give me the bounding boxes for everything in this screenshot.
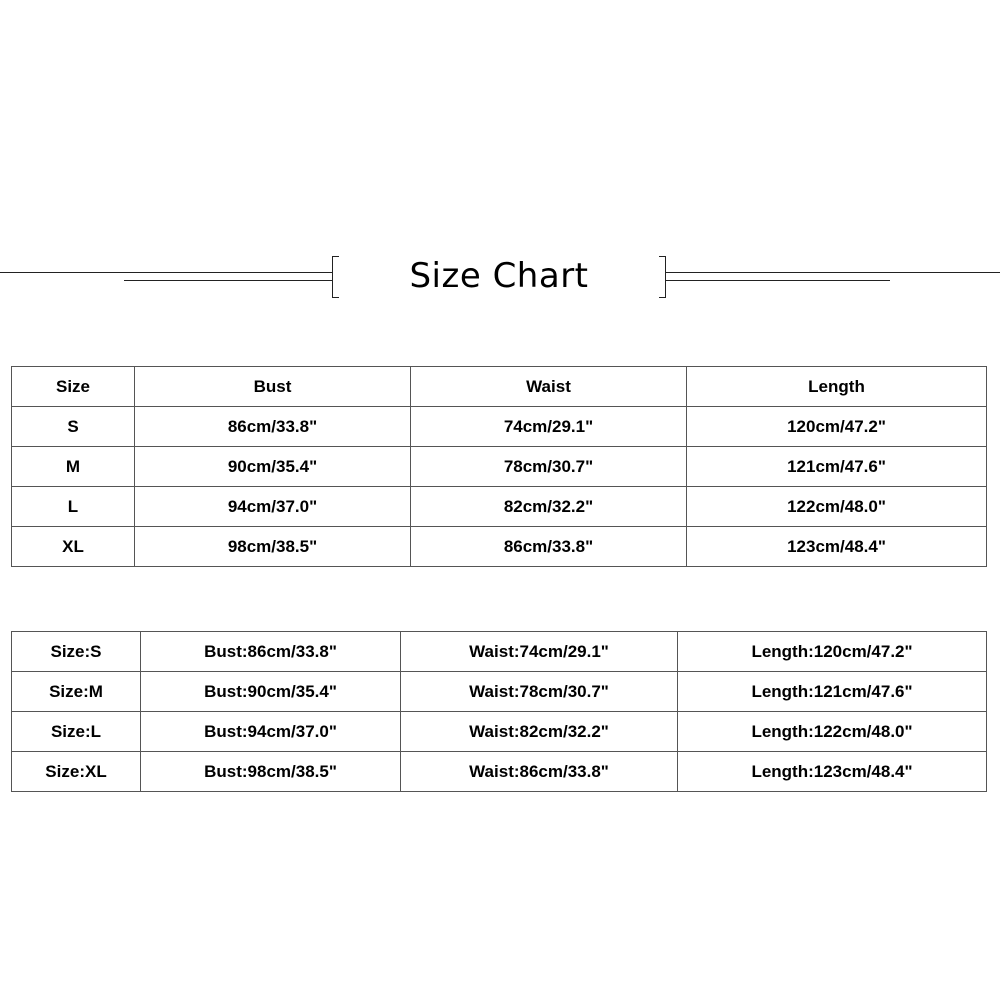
table-row — [12, 752, 987, 792]
cell-length: 121cm/47.6" — [687, 447, 987, 487]
header-size: Size — [12, 367, 135, 407]
cell-waist: 86cm/33.8" — [411, 527, 687, 567]
cell-size: Size:XL — [12, 752, 141, 792]
cell-waist: 82cm/32.2" — [411, 487, 687, 527]
size-table-primary — [11, 366, 987, 567]
cell-size: Size:L — [12, 712, 141, 752]
cell-size: Size:S — [12, 632, 141, 672]
table-row — [12, 712, 987, 752]
cell-waist: 78cm/30.7" — [411, 447, 687, 487]
cell-bust: 90cm/35.4" — [135, 447, 411, 487]
cell-size: XL — [12, 527, 135, 567]
cell-length: 122cm/48.0" — [687, 487, 987, 527]
table-header-row — [12, 367, 987, 407]
cell-size: L — [12, 487, 135, 527]
header-line-right-short — [666, 280, 890, 281]
cell-length: Length:122cm/48.0" — [678, 712, 987, 752]
cell-size: Size:M — [12, 672, 141, 712]
cell-waist: Waist:86cm/33.8" — [401, 752, 678, 792]
cell-bust: 86cm/33.8" — [135, 407, 411, 447]
table-row — [12, 447, 987, 487]
cell-waist: Waist:74cm/29.1" — [401, 632, 678, 672]
cell-bust: 94cm/37.0" — [135, 487, 411, 527]
table-row — [12, 632, 987, 672]
cell-length: Length:123cm/48.4" — [678, 752, 987, 792]
size-table-labeled — [11, 631, 987, 792]
header-line-right-long — [666, 272, 1000, 273]
cell-size: S — [12, 407, 135, 447]
cell-bust: Bust:86cm/33.8" — [141, 632, 401, 672]
header-bust: Bust — [135, 367, 411, 407]
title-frame — [332, 256, 666, 296]
cell-length: 123cm/48.4" — [687, 527, 987, 567]
cell-length: 120cm/47.2" — [687, 407, 987, 447]
cell-bust: Bust:90cm/35.4" — [141, 672, 401, 712]
table-row — [12, 527, 987, 567]
page-title: Size Chart — [409, 256, 589, 296]
header-length: Length — [687, 367, 987, 407]
cell-size: M — [12, 447, 135, 487]
header-waist: Waist — [411, 367, 687, 407]
table-row — [12, 672, 987, 712]
cell-bust: Bust:98cm/38.5" — [141, 752, 401, 792]
cell-waist: Waist:78cm/30.7" — [401, 672, 678, 712]
cell-waist: Waist:82cm/32.2" — [401, 712, 678, 752]
table-row — [12, 487, 987, 527]
cell-bust: Bust:94cm/37.0" — [141, 712, 401, 752]
cell-length: Length:120cm/47.2" — [678, 632, 987, 672]
table-row — [12, 407, 987, 447]
cell-bust: 98cm/38.5" — [135, 527, 411, 567]
cell-length: Length:121cm/47.6" — [678, 672, 987, 712]
header-line-left-long — [0, 272, 332, 273]
header-line-left-short — [124, 280, 332, 281]
cell-waist: 74cm/29.1" — [411, 407, 687, 447]
